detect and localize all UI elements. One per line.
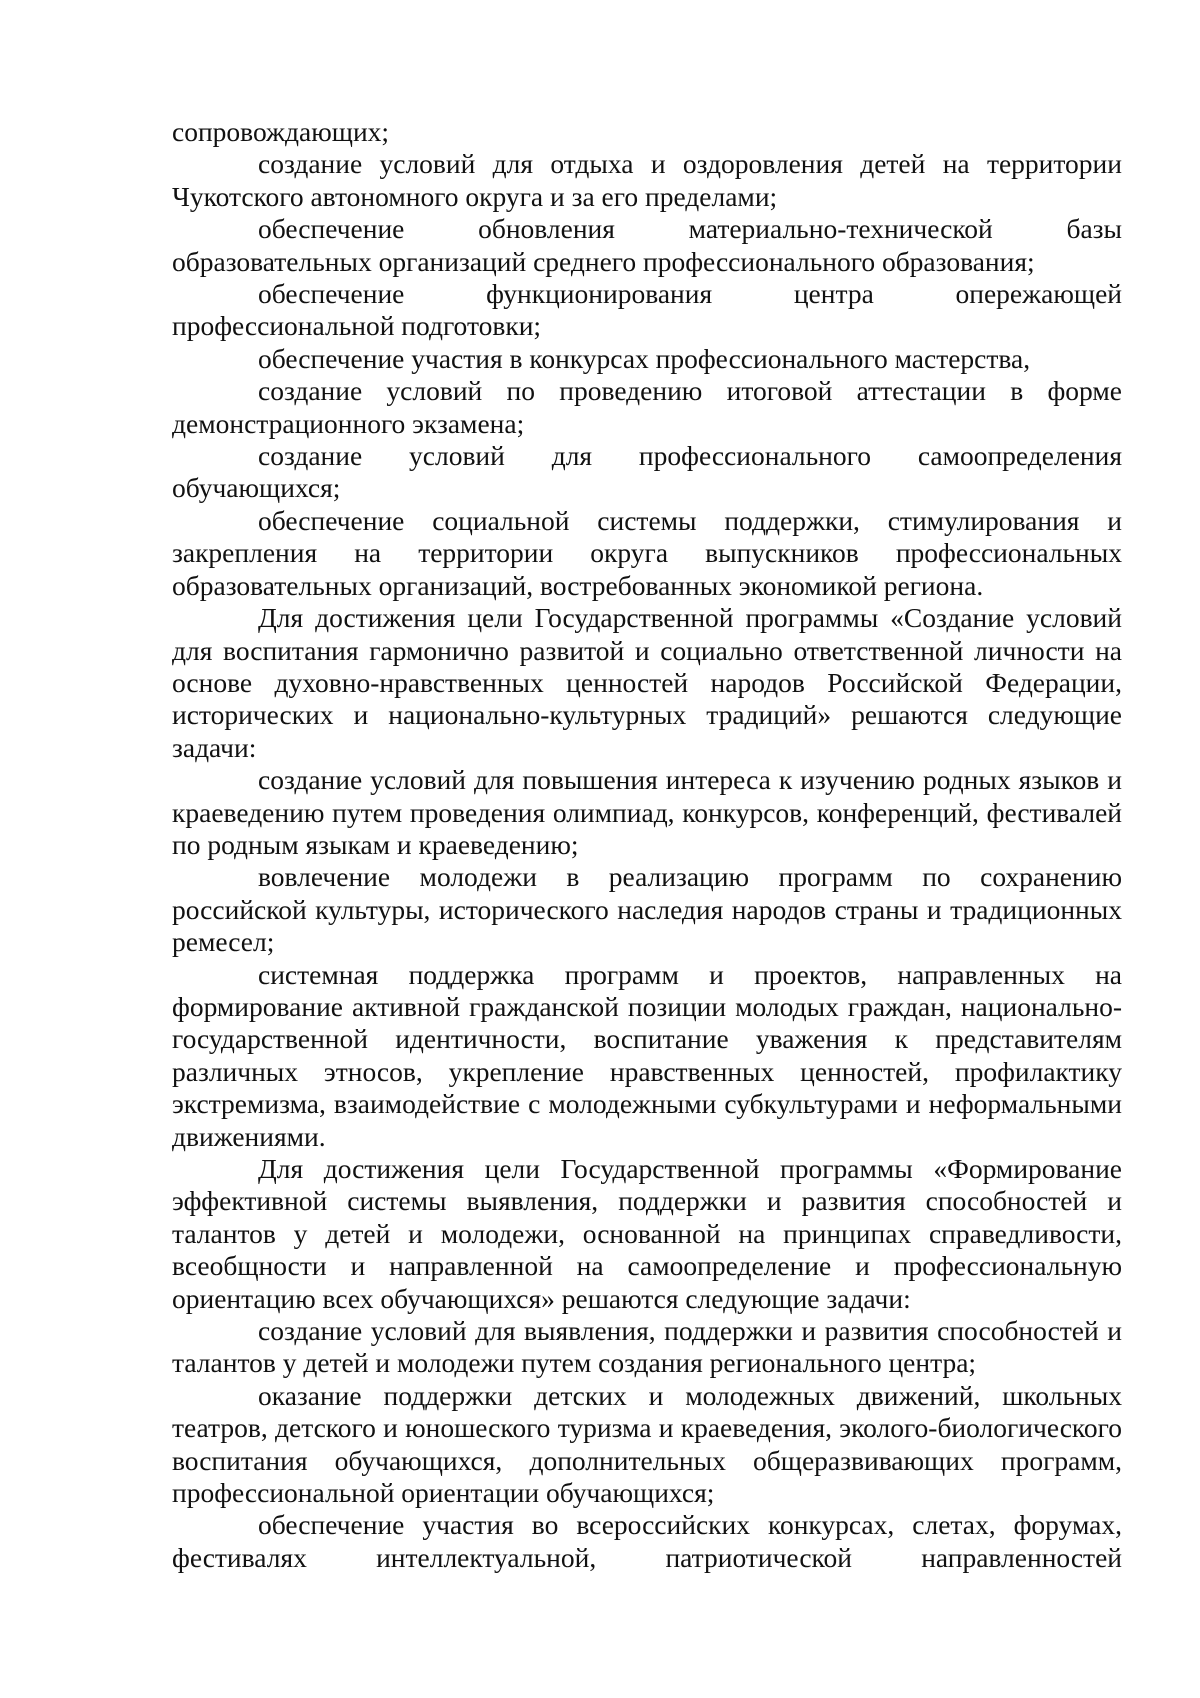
paragraph-task-native-languages: создание условий для повышения интереса к изучению родных языков и краеведению путем проведения олимпиад, конкурсов, конференций, фестивалей по родным языкам и краеведению; — [172, 764, 1122, 860]
paragraph-task-youth-movements: оказание поддержки детских и молодежных движений, школьных театров, детского и юношеского туризма и краеведения, эколого-биологического воспитания обучающихся, дополнительных общеразвивающих программ, профессиональной ориентации обучающихся; — [172, 1379, 1122, 1509]
paragraph-task-self-determination: создание условий для профессионального самоопределения обучающихся; — [172, 440, 1122, 504]
paragraph-task-regional-center: создание условий для выявления, поддержки и развития способностей и талантов у детей и молодежи путем создания регионального центра; — [172, 1315, 1122, 1379]
paragraph-task-civic-position: системная поддержка программ и проектов, направленных на формирование активной гражданской позиции молодых граждан, национально-государственной идентичности, воспитание уважения к представителям различных этносов, укрепление нравственных ценностей, профилактику экстремизма, взаимодействие с молодежными субкультурами и неформальными движениями. — [172, 958, 1122, 1152]
paragraph-task-material-base: обеспечение обновления материально-технической базы образовательных организаций среднего профессионального образования; — [172, 213, 1122, 277]
paragraph-continuation: сопровождающих; — [172, 116, 390, 147]
paragraph-task-training-center: обеспечение функционирования центра опережающей профессиональной подготовки; — [172, 278, 1122, 342]
paragraph-task-skills-contests: обеспечение участия в конкурсах профессионального мастерства, — [258, 342, 1031, 374]
document-body — [172, 116, 1122, 1574]
paragraph-goal-talents: Для достижения цели Государственной программы «Формирование эффективной системы выявления, поддержки и развития способностей и талантов у детей и молодежи, основанной на принципах справедливости, всеобщности и направленной на самоопределение и профессиональную ориентацию всех обучающихся» решаются следующие задачи: — [172, 1153, 1122, 1314]
paragraph-task-youth-culture: вовлечение молодежи в реализацию программ по сохранению российской культуры, исторического наследия народов страны и традиционных ремесел; — [172, 861, 1122, 958]
paragraph-goal-upbringing: Для достижения цели Государственной программы «Создание условий для воспитания гармонично развитой и социально ответственной личности на основе духовно-нравственных ценностей народов Российской Федерации, исторических и национально-культурных традиций» решаются следующие задачи: — [172, 602, 1122, 763]
paragraph-task-contests-participation: обеспечение участия во всероссийских конкурсах, слетах, форумах, фестивалях интеллектуальной, патриотической направленностей — [172, 1509, 1122, 1573]
paragraph-task-graduate-support: обеспечение социальной системы поддержки, стимулирования и закрепления на территории округа выпускников профессиональных образовательных организаций, востребованных экономикой региона. — [172, 504, 1122, 601]
paragraph-task-recreation: создание условий для отдыха и оздоровления детей на территории Чукотского автономного округа и за его пределами; — [172, 148, 1122, 212]
paragraph-task-demo-exam: создание условий по проведению итоговой аттестации в форме демонстрационного экзамена; — [172, 375, 1122, 439]
